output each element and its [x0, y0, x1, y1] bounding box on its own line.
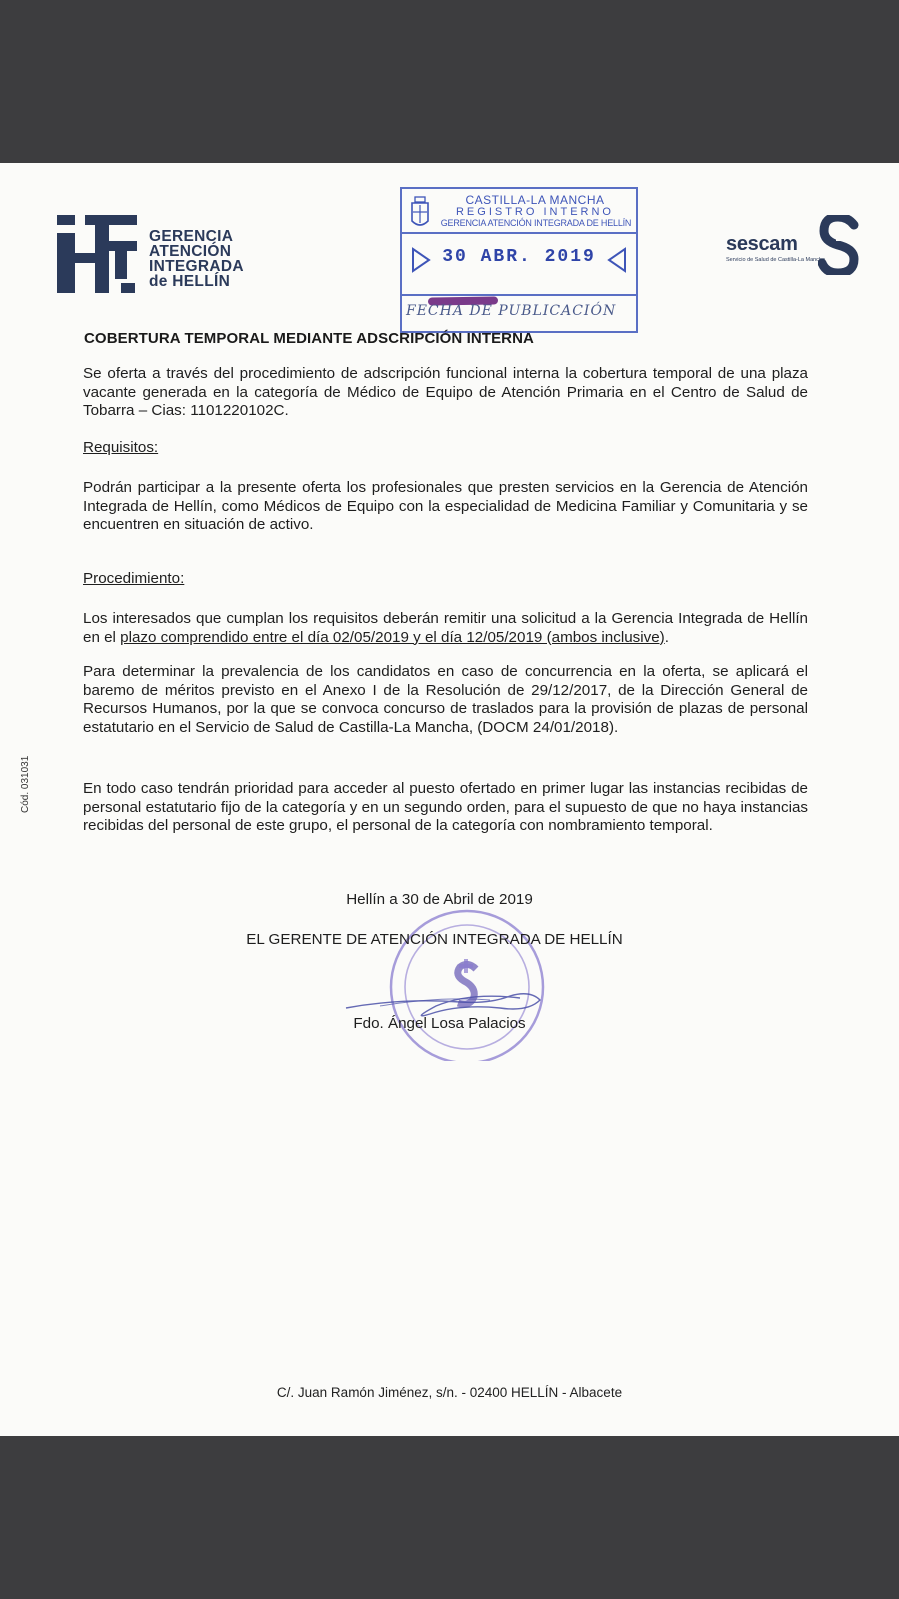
sescam-wordmark: sescam [726, 233, 798, 255]
stamp-handwritten-note: FECHA DE PUBLICACIÓN [406, 303, 617, 319]
triangle-left-icon [606, 247, 628, 273]
intro-paragraph: Se oferta a través del procedimiento de adscripción funcional interna la cobertura temporal de una plaza vacante generada en la categoría de Médico de Equipo de Atención Primaria en el Centro de Salud de Tobarra – Cias: 1101220102C. [83, 365, 808, 419]
org-line-1: GERENCIA [149, 228, 234, 245]
requisitos-paragraph: Podrán participar a la presente oferta los profesionales que presten servicios en la Gerencia de Atención Integrada de Hellín, como Médicos de Equipo con la especialidad de Medicina Familiar y Comunitaria y se encuentren en situación de activo. [83, 479, 808, 533]
sescam-s-icon [818, 215, 862, 275]
stamp-region: CASTILLA-LA MANCHA [465, 193, 605, 207]
stamp-registry: REGISTRO INTERNO [455, 206, 614, 218]
registry-stamp [400, 187, 638, 333]
org-line-3: INTEGRADA [149, 258, 244, 275]
signer-name: Fdo. Ángel Losa Palacios [353, 1015, 526, 1032]
proc-text-1c: . [664, 628, 669, 646]
org-line-2: ATENCIÓN [149, 243, 232, 260]
sescam-subtitle: Servicio de Salud de Castilla-La Mancha [726, 257, 826, 263]
stamp-office: GERENCIA ATENCIÓN INTEGRADA DE HELLÍN [440, 218, 632, 228]
signer-title: EL GERENTE DE ATENCIÓN INTEGRADA DE HELLÍN [246, 931, 623, 948]
sescam-logo [722, 215, 862, 275]
procedimiento-heading: Procedimiento: [83, 570, 185, 587]
crest-icon [408, 195, 432, 231]
gerencia-name [149, 229, 244, 289]
procedimiento-paragraph-3: En todo caso tendrán prioridad para acceder al puesto ofertado en primer lugar las instancias recibidas de personal estatutario fijo de la categoría y en un segundo orden, para el supuesto de que no haya instancias recibidas del personal de este grupo, el personal de la categoría con nombramiento temporal. [83, 780, 808, 834]
org-line-4: de HELLÍN [149, 273, 231, 290]
procedimiento-paragraph-1 [83, 610, 808, 647]
document-title: COBERTURA TEMPORAL MEDIANTE ADSCRIPCIÓN INTERNA [84, 330, 534, 347]
stamp-date: 30 ABR. 2019 [442, 247, 596, 267]
document-page [0, 163, 899, 1436]
gerencia-logo [57, 215, 257, 295]
footer-address: C/. Juan Ramón Jiménez, s/n. - 02400 HELLÍN - Albacete [276, 1385, 623, 1400]
procedimiento-paragraph-2: Para determinar la prevalencia de los candidatos en caso de concurrencia en la oferta, se aplicará el baremo de méritos previsto en el Anexo I de la Resolución de 29/12/2017, de la Dirección General de Recursos Humanos, por la que se convoca concurso de traslados para la provisión de plazas de personal estatutario en el Servicio de Salud de Castilla-La Mancha, (DOCM 24/01/2018). [83, 663, 808, 736]
place-and-date: Hellín a 30 de Abril de 2019 [346, 891, 533, 908]
proc-text-1a: Los interesados que cumplan los requisitos deberán remitir una solicitud a la Gerencia Integrada de Hellín en el [83, 610, 808, 646]
gerencia-emblem-icon [57, 215, 139, 295]
side-code: Cód. 031031 [20, 755, 31, 813]
deadline-period: plazo comprendido entre el día 02/05/2019 y el día 12/05/2019 (ambos inclusive) [120, 628, 665, 646]
requisitos-heading: Requisitos: [83, 439, 159, 456]
